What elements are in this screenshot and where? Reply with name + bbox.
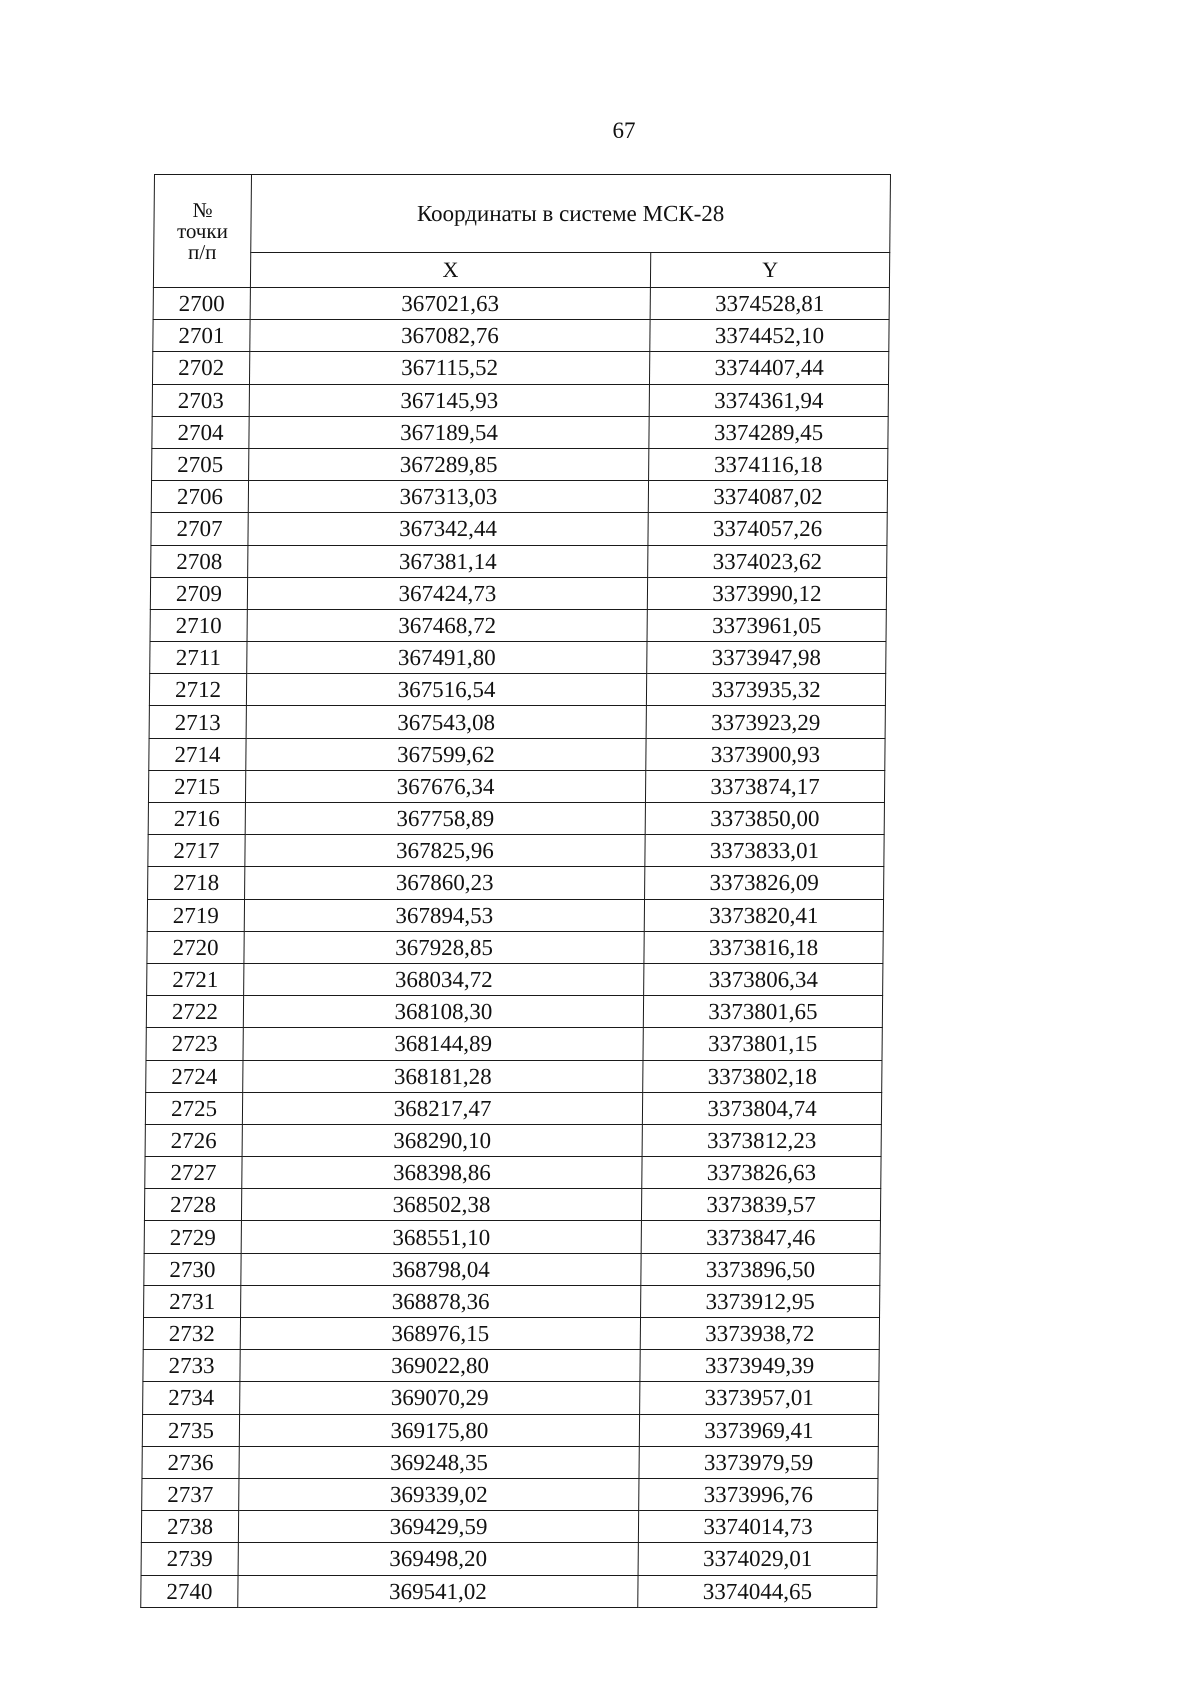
y-coordinate-cell: 3373839,57 xyxy=(641,1189,880,1221)
table-row xyxy=(148,867,884,899)
x-coordinate-cell: 369022,80 xyxy=(240,1350,640,1382)
point-number-cell: 2739 xyxy=(141,1543,238,1575)
x-coordinate-cell: 367516,54 xyxy=(246,674,646,706)
x-coordinate-cell: 368976,15 xyxy=(240,1318,640,1350)
table-row xyxy=(144,1253,880,1285)
point-number-cell: 2702 xyxy=(152,352,249,384)
y-coordinate-cell: 3374528,81 xyxy=(650,288,889,320)
point-number-cell: 2732 xyxy=(143,1318,240,1350)
x-coordinate-cell: 368551,10 xyxy=(241,1221,641,1253)
point-number-cell: 2735 xyxy=(142,1414,239,1446)
table-row xyxy=(152,416,888,448)
table-row xyxy=(144,1189,880,1221)
table-row xyxy=(147,931,883,963)
table-row xyxy=(142,1478,878,1510)
x-coordinate-cell: 368144,89 xyxy=(243,1028,643,1060)
table-row xyxy=(149,706,885,738)
point-number-cell: 2734 xyxy=(143,1382,240,1414)
y-coordinate-cell: 3373969,41 xyxy=(639,1414,878,1446)
table-row xyxy=(148,803,884,835)
point-number-cell: 2713 xyxy=(149,706,246,738)
x-coordinate-cell: 368502,38 xyxy=(241,1189,641,1221)
y-coordinate-cell: 3373801,65 xyxy=(643,996,882,1028)
x-coordinate-cell: 367468,72 xyxy=(247,609,647,641)
table-row xyxy=(151,481,887,513)
header-point-number xyxy=(153,175,251,288)
table-row xyxy=(151,545,887,577)
table-row xyxy=(144,1285,880,1317)
point-number-cell: 2731 xyxy=(144,1285,241,1317)
coordinates-table xyxy=(140,174,891,1608)
y-coordinate-cell: 3374452,10 xyxy=(650,320,889,352)
table-row xyxy=(143,1318,879,1350)
x-coordinate-cell: 367860,23 xyxy=(245,867,645,899)
y-coordinate-cell: 3374029,01 xyxy=(638,1543,877,1575)
table-row xyxy=(151,513,887,545)
y-coordinate-cell: 3374361,94 xyxy=(649,384,888,416)
y-coordinate-cell: 3373961,05 xyxy=(647,609,886,641)
table-row xyxy=(142,1446,878,1478)
y-coordinate-cell: 3374407,44 xyxy=(649,352,888,384)
point-number-cell: 2721 xyxy=(147,963,244,995)
y-coordinate-cell: 3373812,23 xyxy=(642,1124,881,1156)
x-coordinate-cell: 367381,14 xyxy=(248,545,648,577)
y-coordinate-cell: 3373912,95 xyxy=(641,1285,880,1317)
point-number-cell: 2701 xyxy=(153,320,250,352)
point-number-cell: 2722 xyxy=(146,996,243,1028)
y-coordinate-cell: 3374057,26 xyxy=(648,513,887,545)
header-y: Y xyxy=(650,253,889,288)
point-number-cell: 2727 xyxy=(145,1157,242,1189)
point-number-cell: 2719 xyxy=(147,899,244,931)
x-coordinate-cell: 367599,62 xyxy=(246,738,646,770)
point-number-cell: 2712 xyxy=(149,674,246,706)
y-coordinate-cell: 3374014,73 xyxy=(638,1511,877,1543)
x-coordinate-cell: 367825,96 xyxy=(245,835,645,867)
x-coordinate-cell: 367082,76 xyxy=(250,320,650,352)
table-row xyxy=(153,288,889,320)
table-row xyxy=(146,1060,882,1092)
header-point-number-line-3: п/п xyxy=(187,239,217,264)
point-number-cell: 2709 xyxy=(150,577,247,609)
y-coordinate-cell: 3374044,65 xyxy=(638,1575,877,1607)
header-coordinates-group: Координаты в системе МСК-28 xyxy=(251,175,891,253)
y-coordinate-cell: 3374289,45 xyxy=(649,416,888,448)
y-coordinate-cell: 3373996,76 xyxy=(639,1478,878,1510)
y-coordinate-cell: 3373801,15 xyxy=(643,1028,882,1060)
x-coordinate-cell: 368878,36 xyxy=(241,1285,641,1317)
x-coordinate-cell: 367758,89 xyxy=(245,803,645,835)
table-header xyxy=(153,175,890,288)
table-row xyxy=(146,996,882,1028)
table-row xyxy=(152,384,888,416)
x-coordinate-cell: 367543,08 xyxy=(246,706,646,738)
point-number-cell: 2718 xyxy=(148,867,245,899)
point-number-cell: 2707 xyxy=(151,513,248,545)
table-row xyxy=(142,1414,878,1446)
y-coordinate-cell: 3373990,12 xyxy=(647,577,886,609)
point-number-cell: 2708 xyxy=(151,545,248,577)
table-row xyxy=(152,448,888,480)
point-number-cell: 2724 xyxy=(146,1060,243,1092)
x-coordinate-cell: 367342,44 xyxy=(248,513,648,545)
x-coordinate-cell: 367115,52 xyxy=(249,352,649,384)
point-number-cell: 2704 xyxy=(152,416,249,448)
point-number-cell: 2725 xyxy=(145,1092,242,1124)
table-row xyxy=(149,674,885,706)
y-coordinate-cell: 3373947,98 xyxy=(647,642,886,674)
y-coordinate-cell: 3374023,62 xyxy=(648,545,887,577)
x-coordinate-cell: 367313,03 xyxy=(248,481,648,513)
table-row xyxy=(145,1124,881,1156)
table-row xyxy=(148,835,884,867)
x-coordinate-cell: 367189,54 xyxy=(249,416,649,448)
x-coordinate-cell: 368108,30 xyxy=(243,996,643,1028)
point-number-cell: 2736 xyxy=(142,1446,239,1478)
x-coordinate-cell: 369248,35 xyxy=(239,1446,639,1478)
x-coordinate-cell: 367145,93 xyxy=(249,384,649,416)
point-number-cell: 2733 xyxy=(143,1350,240,1382)
point-number-cell: 2717 xyxy=(148,835,245,867)
table-row xyxy=(141,1511,877,1543)
y-coordinate-cell: 3373923,29 xyxy=(646,706,885,738)
point-number-cell: 2730 xyxy=(144,1253,241,1285)
point-number-cell: 2740 xyxy=(141,1575,238,1607)
table-row xyxy=(147,963,883,995)
x-coordinate-cell: 369070,29 xyxy=(240,1382,640,1414)
x-coordinate-cell: 369339,02 xyxy=(239,1478,639,1510)
y-coordinate-cell: 3373938,72 xyxy=(640,1318,879,1350)
point-number-cell: 2710 xyxy=(150,609,247,641)
table-row xyxy=(148,770,884,802)
x-coordinate-cell: 367894,53 xyxy=(244,899,644,931)
x-coordinate-cell: 369175,80 xyxy=(239,1414,639,1446)
x-coordinate-cell: 368034,72 xyxy=(244,963,644,995)
y-coordinate-cell: 3373816,18 xyxy=(644,931,883,963)
y-coordinate-cell: 3373874,17 xyxy=(645,770,884,802)
page-number: 67 xyxy=(612,118,636,143)
y-coordinate-cell: 3373957,01 xyxy=(640,1382,879,1414)
point-number-cell: 2715 xyxy=(148,770,245,802)
point-number-cell: 2703 xyxy=(152,384,249,416)
x-coordinate-cell: 368290,10 xyxy=(242,1124,642,1156)
point-number-cell: 2728 xyxy=(144,1189,241,1221)
point-number-cell: 2738 xyxy=(141,1511,238,1543)
table-row xyxy=(146,1028,882,1060)
x-coordinate-cell: 368398,86 xyxy=(242,1157,642,1189)
y-coordinate-cell: 3373900,93 xyxy=(646,738,885,770)
point-number-cell: 2705 xyxy=(152,448,249,480)
table-row xyxy=(150,609,886,641)
y-coordinate-cell: 3373896,50 xyxy=(641,1253,880,1285)
point-number-cell: 2716 xyxy=(148,803,245,835)
point-number-cell: 2726 xyxy=(145,1124,242,1156)
point-number-cell: 2720 xyxy=(147,931,244,963)
y-coordinate-cell: 3373949,39 xyxy=(640,1350,879,1382)
table-row xyxy=(141,1575,877,1607)
x-coordinate-cell: 367491,80 xyxy=(247,642,647,674)
y-coordinate-cell: 3374087,02 xyxy=(648,481,887,513)
x-coordinate-cell: 367424,73 xyxy=(247,577,647,609)
x-coordinate-cell: 369429,59 xyxy=(238,1511,638,1543)
point-number-cell: 2706 xyxy=(151,481,248,513)
table-row xyxy=(144,1221,880,1253)
point-number-cell: 2723 xyxy=(146,1028,243,1060)
y-coordinate-cell: 3373833,01 xyxy=(645,835,884,867)
x-coordinate-cell: 367021,63 xyxy=(250,288,650,320)
table-row xyxy=(145,1092,881,1124)
table-row xyxy=(150,577,886,609)
point-number-cell: 2711 xyxy=(150,642,247,674)
point-number-cell: 2729 xyxy=(144,1221,241,1253)
y-coordinate-cell: 3373826,63 xyxy=(642,1157,881,1189)
header-x: X xyxy=(250,253,650,288)
table-row xyxy=(149,738,885,770)
point-number-cell: 2700 xyxy=(153,288,250,320)
x-coordinate-cell: 367928,85 xyxy=(244,931,644,963)
table-row xyxy=(143,1382,879,1414)
table-row xyxy=(143,1350,879,1382)
x-coordinate-cell: 368217,47 xyxy=(242,1092,642,1124)
table-row xyxy=(141,1543,877,1575)
y-coordinate-cell: 3373935,32 xyxy=(646,674,885,706)
x-coordinate-cell: 368798,04 xyxy=(241,1253,641,1285)
y-coordinate-cell: 3373979,59 xyxy=(639,1446,878,1478)
header-point-number-line-2: точки xyxy=(176,218,228,243)
y-coordinate-cell: 3373806,34 xyxy=(644,963,883,995)
y-coordinate-cell: 3373826,09 xyxy=(645,867,884,899)
table-row xyxy=(145,1157,881,1189)
point-number-cell: 2714 xyxy=(149,738,246,770)
x-coordinate-cell: 369541,02 xyxy=(238,1575,638,1607)
y-coordinate-cell: 3374116,18 xyxy=(649,448,888,480)
table-body xyxy=(141,288,890,1608)
header-point-number-line-1: № xyxy=(192,197,213,222)
y-coordinate-cell: 3373804,74 xyxy=(642,1092,881,1124)
x-coordinate-cell: 367676,34 xyxy=(245,770,645,802)
y-coordinate-cell: 3373847,46 xyxy=(641,1221,880,1253)
y-coordinate-cell: 3373802,18 xyxy=(643,1060,882,1092)
table-row xyxy=(152,352,888,384)
x-coordinate-cell: 367289,85 xyxy=(249,448,649,480)
point-number-cell: 2737 xyxy=(142,1478,239,1510)
y-coordinate-cell: 3373820,41 xyxy=(644,899,883,931)
x-coordinate-cell: 369498,20 xyxy=(238,1543,638,1575)
table-row xyxy=(153,320,889,352)
table-row xyxy=(147,899,883,931)
table-row xyxy=(150,642,886,674)
x-coordinate-cell: 368181,28 xyxy=(243,1060,643,1092)
y-coordinate-cell: 3373850,00 xyxy=(645,803,884,835)
